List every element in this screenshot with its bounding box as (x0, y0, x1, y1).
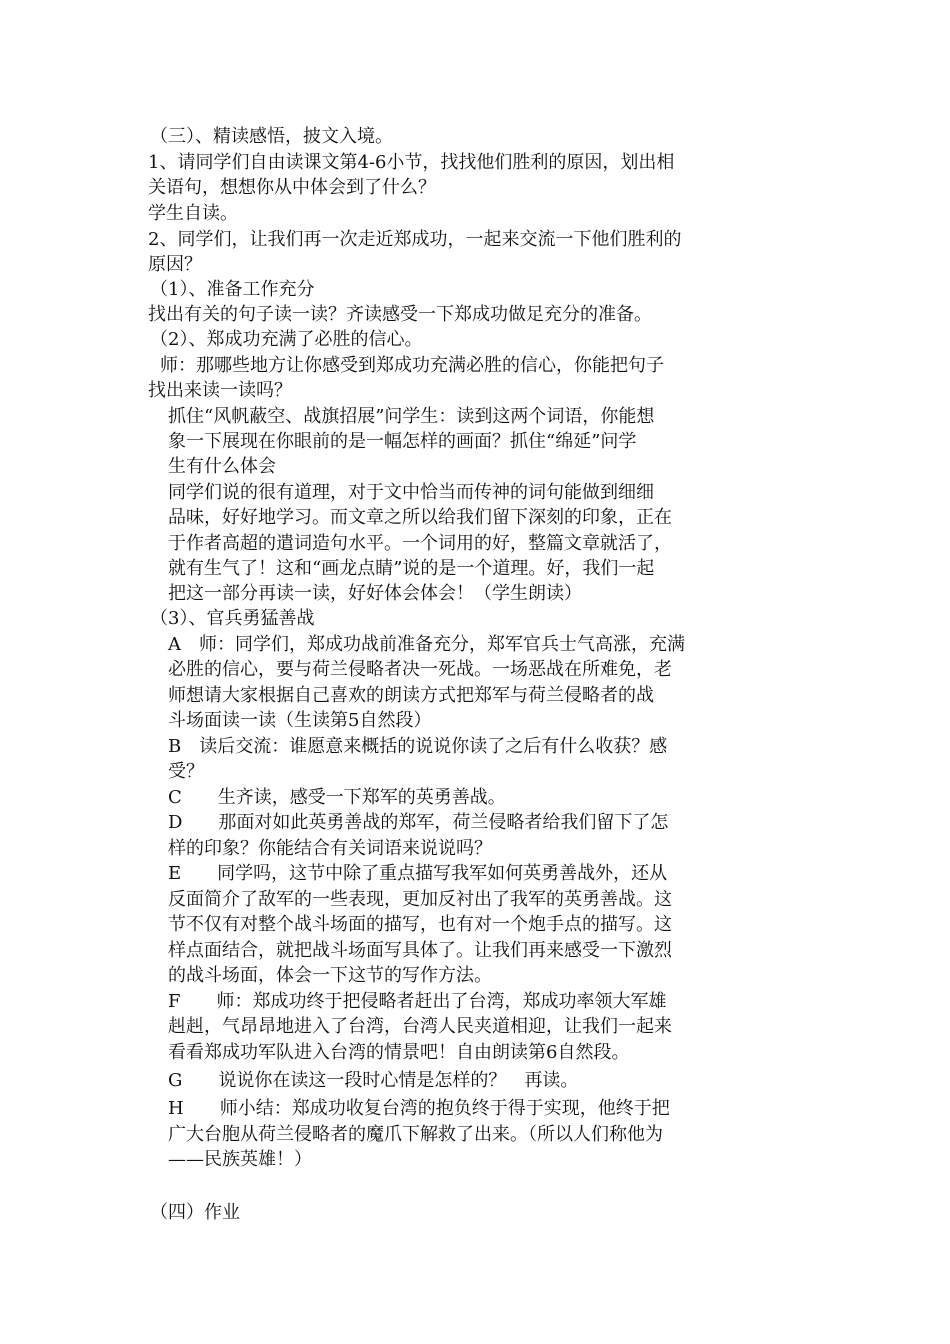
paragraph-line: 反面简介了敌军的一些表现，更加反衬出了我军的英勇善战。这 (168, 889, 672, 910)
paragraph-line: 象一下展现在你眼前的是一幅怎样的画面？抓住“绵延”问学 (168, 431, 637, 452)
paragraph-line: 把这一部分再读一读，好好体会体会！（学生朗读） (168, 583, 582, 604)
paragraph-line: 师想请大家根据自己喜欢的朗读方式把郑军与荷兰侵略者的战 (168, 685, 654, 706)
paragraph-line: 斗场面读一读（生读第5自然段） (168, 710, 432, 731)
paragraph-line: 找出来读一读吗？ (148, 380, 292, 401)
paragraph-line: 2、同学们，让我们再一次走近郑成功，一起来交流一下他们胜利的 (148, 229, 682, 250)
paragraph-line: 关语句，想想你从中体会到了什么？ (148, 177, 436, 198)
paragraph-line: 于作者高超的遣词造句水平。一个词用的好，整篇文章就活了， (168, 533, 672, 554)
paragraph-line: 样的印象？你能结合有关词语来说说吗？ (168, 838, 492, 859)
paragraph-line: H 师小结：郑成功收复台湾的抱负终于得于实现，他终于把 (168, 1098, 670, 1119)
subheading-2: （2）、郑成功充满了必胜的信心。 (150, 329, 423, 350)
paragraph-line: 抓住“风帆蔽空、战旗招展”问学生：读到这两个词语，你能想 (168, 406, 655, 427)
section-heading-3: （三）、精读感悟，披文入境。 (150, 126, 393, 147)
paragraph-line: 就有生气了！这和“画龙点睛”说的是一个道理。好，我们一起 (168, 558, 655, 579)
paragraph-line: B 读后交流：谁愿意来概括的说说你读了之后有什么收获？感 (168, 736, 668, 757)
paragraph-line: D 那面对如此英勇善战的郑军，荷兰侵略者给我们留下了怎 (168, 812, 669, 833)
paragraph-line: 节不仅有对整个战斗场面的描写，也有对一个炮手点的描写。这 (168, 914, 672, 935)
paragraph-line: 赳赳，气昂昂地进入了台湾，台湾人民夹道相迎，让我们一起来 (168, 1016, 672, 1037)
paragraph-line: 的战斗场面，体会一下这节的写作方法。 (168, 965, 492, 986)
paragraph-line: 生有什么体会 (168, 456, 276, 477)
paragraph-line: 样点面结合，就把战斗场面写具体了。让我们再来感受一下激烈 (168, 940, 672, 961)
paragraph-line: 找出有关的句子读一读？齐读感受一下郑成功做足充分的准备。 (148, 304, 652, 325)
paragraph-line: A 师：同学们，郑成功战前准备充分，郑军官兵士气高涨，充满 (168, 634, 685, 655)
paragraph-line: 看看郑成功军队进入台湾的情景吧！自由朗读第6自然段。 (168, 1042, 630, 1063)
paragraph-line: 原因？ (148, 254, 202, 275)
paragraph-line: 学生自读。 (148, 203, 238, 224)
paragraph-line: 同学们说的很有道理，对于文中恰当而传神的词句能做到细细 (168, 482, 654, 503)
paragraph-line: F 师：郑成功终于把侵略者赶出了台湾，郑成功率领大军雄 (168, 991, 667, 1012)
paragraph-line: C 生齐读，感受一下郑军的英勇善战。 (168, 787, 506, 808)
paragraph-line: 必胜的信心，要与荷兰侵略者决一死战。一场恶战在所难免，老 (168, 659, 672, 680)
paragraph-line: 1、请同学们自由读课文第4-6小节，找找他们胜利的原因，划出相 (148, 152, 675, 173)
paragraph-line: ——民族英雄！） (168, 1149, 312, 1170)
subheading-1: （1）、准备工作充分 (150, 279, 315, 300)
paragraph-line: 广大台胞从荷兰侵略者的魔爪下解救了出来。（所以人们称他为 (168, 1124, 663, 1145)
subheading-3: （3）、官兵勇猛善战 (150, 608, 315, 629)
paragraph-line: G 说说你在读这一段时心情是怎样的？ 再读。 (168, 1070, 579, 1091)
section-heading-4: （四）作业 (150, 1202, 240, 1223)
paragraph-line: E 同学吗，这节中除了重点描写我军如何英勇善战外，还从 (168, 863, 668, 884)
paragraph-line: 品味，好好地学习。而文章之所以给我们留下深刻的印象，正在 (168, 507, 672, 528)
paragraph-line: 师：那哪些地方让你感受到郑成功充满必胜的信心，你能把句子 (160, 355, 664, 376)
paragraph-line: 受？ (168, 761, 204, 782)
